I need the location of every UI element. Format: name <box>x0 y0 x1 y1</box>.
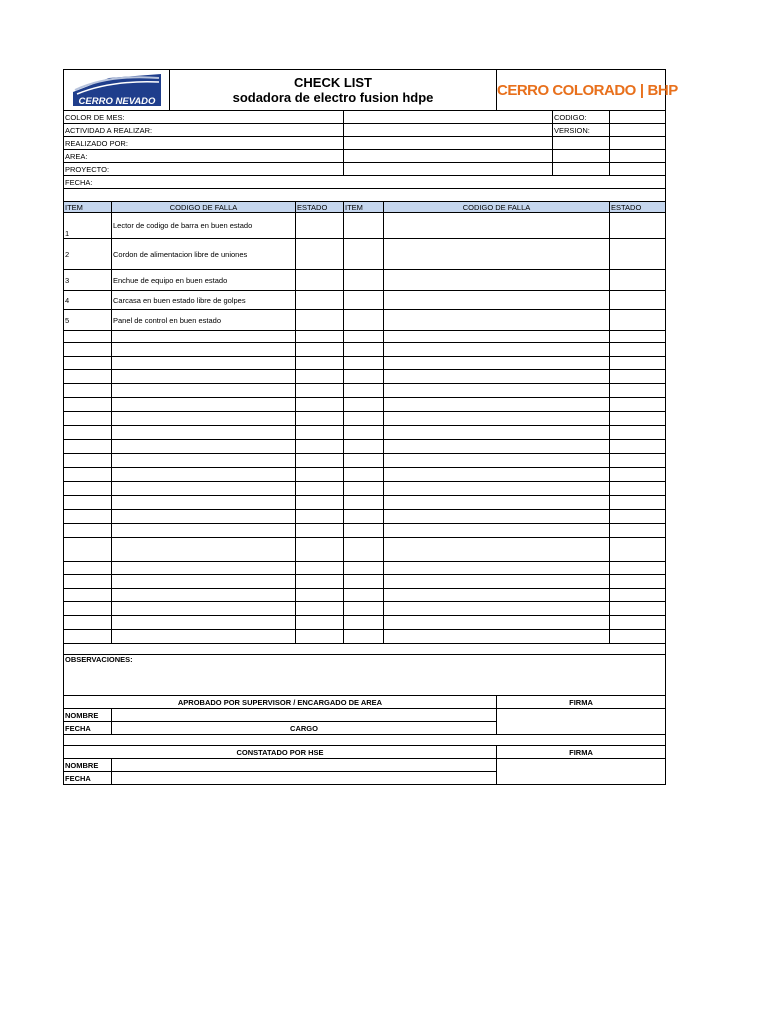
item-cell[interactable] <box>64 575 112 589</box>
table-row <box>64 575 666 589</box>
item-cell-2[interactable] <box>344 496 384 510</box>
spacer-row <box>64 644 666 655</box>
table-row <box>64 482 666 496</box>
blank-cell <box>553 137 610 150</box>
blank-cell <box>610 137 666 150</box>
item-cell[interactable] <box>64 630 112 644</box>
actividad-label: ACTIVIDAD A REALIZAR: <box>64 124 344 137</box>
item-cell-2[interactable] <box>344 468 384 482</box>
table-row <box>64 331 666 343</box>
codigo-cell[interactable] <box>112 602 296 616</box>
codigo-cell-2[interactable] <box>384 412 610 426</box>
col-codigo-header: CODIGO DE FALLA <box>112 202 296 213</box>
codigo-cell[interactable] <box>112 589 296 602</box>
table-row <box>64 343 666 357</box>
codigo-cell[interactable] <box>112 398 296 412</box>
estado-cell[interactable] <box>296 575 344 589</box>
item-cell-2[interactable] <box>344 310 384 331</box>
spacer-row <box>64 189 666 202</box>
estado-cell-2[interactable] <box>610 291 666 310</box>
codigo-cell[interactable] <box>112 616 296 630</box>
codigo-cell-2[interactable] <box>384 384 610 398</box>
item-cell[interactable] <box>64 440 112 454</box>
blank-cell <box>553 150 610 163</box>
estado-cell[interactable] <box>296 468 344 482</box>
estado-cell[interactable] <box>296 616 344 630</box>
estado-cell-2[interactable] <box>610 343 666 357</box>
codigo-cell[interactable] <box>112 630 296 644</box>
estado-cell-2[interactable] <box>610 426 666 440</box>
page-subtitle: sodadora de electro fusion hdpe <box>232 90 434 105</box>
estado-cell-2[interactable] <box>610 310 666 331</box>
estado-cell-2[interactable] <box>610 616 666 630</box>
codigo-cell-2[interactable] <box>384 602 610 616</box>
item-cell[interactable] <box>64 412 112 426</box>
estado-cell-2[interactable] <box>610 496 666 510</box>
estado-cell-2[interactable] <box>610 562 666 575</box>
hse-fecha-label: FECHA <box>64 772 112 785</box>
page-title: CHECK LIST <box>294 75 372 90</box>
item-cell[interactable] <box>64 602 112 616</box>
realizado-field[interactable] <box>344 137 553 150</box>
item-description: Panel de control en buen estado <box>112 310 296 331</box>
codigo-cell[interactable] <box>112 468 296 482</box>
item-cell-2[interactable] <box>344 426 384 440</box>
table-row <box>64 562 666 575</box>
estado-cell[interactable] <box>296 398 344 412</box>
item-cell-2[interactable] <box>344 213 384 239</box>
item-cell-2[interactable] <box>344 562 384 575</box>
codigo-cell[interactable] <box>112 440 296 454</box>
table-row <box>64 370 666 384</box>
item-description: Carcasa en buen estado libre de golpes <box>112 291 296 310</box>
item-cell-2[interactable] <box>344 398 384 412</box>
estado-cell[interactable] <box>296 384 344 398</box>
item-cell-2[interactable] <box>344 575 384 589</box>
codigo-cell-2[interactable] <box>384 310 610 331</box>
estado-cell-2[interactable] <box>610 270 666 291</box>
actividad-field[interactable] <box>344 124 553 137</box>
table-row <box>64 468 666 482</box>
codigo-cell-2[interactable] <box>384 398 610 412</box>
estado-cell[interactable] <box>296 496 344 510</box>
estado-cell-2[interactable] <box>610 384 666 398</box>
codigo-cell-2[interactable] <box>384 426 610 440</box>
observaciones-field[interactable]: OBSERVACIONES: <box>64 655 666 696</box>
item-cell-2[interactable] <box>344 343 384 357</box>
codigo-cell[interactable] <box>112 426 296 440</box>
table-row <box>64 426 666 440</box>
hse-nombre-field[interactable] <box>112 759 497 772</box>
estado-cell[interactable] <box>296 630 344 644</box>
estado-cell[interactable] <box>296 310 344 331</box>
item-cell[interactable] <box>64 616 112 630</box>
codigo-cell[interactable] <box>112 412 296 426</box>
codigo-cell-2[interactable] <box>384 239 610 270</box>
estado-cell-2[interactable] <box>610 468 666 482</box>
approval-nombre-field[interactable] <box>112 709 497 722</box>
proyecto-field[interactable] <box>344 163 553 176</box>
codigo-cell-2[interactable] <box>384 213 610 239</box>
item-cell-2[interactable] <box>344 357 384 370</box>
item-number: 2 <box>64 239 112 270</box>
codigo-cell-2[interactable] <box>384 440 610 454</box>
title-cell <box>170 70 497 111</box>
approval-firma-label: FIRMA <box>497 696 666 709</box>
estado-cell[interactable] <box>296 440 344 454</box>
item-cell[interactable] <box>64 538 112 562</box>
codigo-cell-2[interactable] <box>384 510 610 524</box>
item-cell[interactable] <box>64 524 112 538</box>
item-cell[interactable] <box>64 370 112 384</box>
item-cell[interactable] <box>64 343 112 357</box>
estado-cell-2[interactable] <box>610 213 666 239</box>
estado-cell-2[interactable] <box>610 357 666 370</box>
codigo-cell-2[interactable] <box>384 538 610 562</box>
item-cell[interactable] <box>64 454 112 468</box>
estado-cell[interactable] <box>296 343 344 357</box>
table-row <box>64 440 666 454</box>
area-label: AREA: <box>64 150 344 163</box>
item-cell[interactable] <box>64 426 112 440</box>
blank-cell <box>610 163 666 176</box>
estado-cell-2[interactable] <box>610 575 666 589</box>
item-cell[interactable] <box>64 510 112 524</box>
item-number: 3 <box>64 270 112 291</box>
estado-cell[interactable] <box>296 426 344 440</box>
table-row <box>64 538 666 562</box>
hse-firma-field[interactable] <box>497 759 666 785</box>
codigo-field[interactable] <box>610 111 666 124</box>
estado-cell-2[interactable] <box>610 239 666 270</box>
codigo-cell[interactable] <box>112 524 296 538</box>
codigo-cell[interactable] <box>112 496 296 510</box>
codigo-cell[interactable] <box>112 357 296 370</box>
table-row <box>64 454 666 468</box>
checklist-table <box>63 69 678 785</box>
codigo-cell-2[interactable] <box>384 270 610 291</box>
codigo-label: CODIGO: <box>553 111 610 124</box>
fecha-field[interactable]: FECHA: <box>64 176 666 189</box>
estado-cell-2[interactable] <box>610 482 666 496</box>
item-cell[interactable] <box>64 562 112 575</box>
approval-fecha-label: FECHA <box>64 722 112 735</box>
checklist-sheet <box>63 69 678 785</box>
estado-cell[interactable] <box>296 357 344 370</box>
codigo-cell[interactable] <box>112 575 296 589</box>
color-mes-field[interactable] <box>344 111 553 124</box>
item-number: 4 <box>64 291 112 310</box>
version-label: VERSION: <box>553 124 610 137</box>
estado-cell[interactable] <box>296 239 344 270</box>
item-number: 5 <box>64 310 112 331</box>
codigo-cell-2[interactable] <box>384 482 610 496</box>
item-cell-2[interactable] <box>344 602 384 616</box>
item-cell-2[interactable] <box>344 630 384 644</box>
table-row <box>64 357 666 370</box>
codigo-cell[interactable] <box>112 370 296 384</box>
codigo-cell-2[interactable] <box>384 630 610 644</box>
col-item-header: ITEM <box>64 202 112 213</box>
codigo-cell-2[interactable] <box>384 468 610 482</box>
codigo-cell-2[interactable] <box>384 575 610 589</box>
table-row <box>64 510 666 524</box>
item-cell-2[interactable] <box>344 454 384 468</box>
table-row <box>64 616 666 630</box>
hse-firma-label: FIRMA <box>497 746 666 759</box>
cerro-nevado-logo <box>69 70 165 108</box>
version-field[interactable] <box>610 124 666 137</box>
cerro-nevado-logo-cell <box>64 70 170 111</box>
codigo-cell[interactable] <box>112 384 296 398</box>
approval-nombre-label: NOMBRE <box>64 709 112 722</box>
blank-cell <box>553 163 610 176</box>
item-cell-2[interactable] <box>344 524 384 538</box>
codigo-cell-2[interactable] <box>384 291 610 310</box>
item-cell-2[interactable] <box>344 412 384 426</box>
item-cell-2[interactable] <box>344 384 384 398</box>
estado-cell[interactable] <box>296 291 344 310</box>
codigo-cell-2[interactable] <box>384 331 610 343</box>
item-description: Enchue de equipo en buen estado <box>112 270 296 291</box>
estado-cell-2[interactable] <box>610 589 666 602</box>
item-cell-2[interactable] <box>344 331 384 343</box>
item-cell-2[interactable] <box>344 270 384 291</box>
estado-cell-2[interactable] <box>610 331 666 343</box>
approval-cargo-label[interactable]: CARGO <box>112 722 497 735</box>
proyecto-label: PROYECTO: <box>64 163 344 176</box>
col-item-header-2: ITEM <box>344 202 384 213</box>
estado-cell[interactable] <box>296 270 344 291</box>
table-row <box>64 398 666 412</box>
svg-text:CERRO NEVADO: CERRO NEVADO <box>78 96 155 107</box>
area-field[interactable] <box>344 150 553 163</box>
estado-cell-2[interactable] <box>610 370 666 384</box>
codigo-cell-2[interactable] <box>384 370 610 384</box>
table-row <box>64 602 666 616</box>
estado-cell-2[interactable] <box>610 602 666 616</box>
color-mes-label: COLOR DE MES: <box>64 111 344 124</box>
realizado-label: REALIZADO POR: <box>64 137 344 150</box>
codigo-cell[interactable] <box>112 538 296 562</box>
spacer-row <box>64 735 666 746</box>
codigo-cell[interactable] <box>112 482 296 496</box>
codigo-cell[interactable] <box>112 454 296 468</box>
item-cell[interactable] <box>64 496 112 510</box>
estado-cell[interactable] <box>296 602 344 616</box>
col-estado-header-2: ESTADO <box>610 202 666 213</box>
estado-cell-2[interactable] <box>610 538 666 562</box>
item-cell[interactable] <box>64 589 112 602</box>
item-cell-2[interactable] <box>344 589 384 602</box>
estado-cell-2[interactable] <box>610 524 666 538</box>
item-cell-2[interactable] <box>344 370 384 384</box>
item-cell[interactable] <box>64 384 112 398</box>
codigo-cell[interactable] <box>112 510 296 524</box>
hse-title: CONSTATADO POR HSE <box>64 746 497 759</box>
codigo-cell-2[interactable] <box>384 357 610 370</box>
estado-cell[interactable] <box>296 589 344 602</box>
item-cell-2[interactable] <box>344 538 384 562</box>
estado-cell[interactable] <box>296 331 344 343</box>
estado-cell[interactable] <box>296 562 344 575</box>
estado-cell-2[interactable] <box>610 440 666 454</box>
codigo-cell-2[interactable] <box>384 562 610 575</box>
table-row <box>64 412 666 426</box>
approval-title: APROBADO POR SUPERVISOR / ENCARGADO DE AREA <box>64 696 497 709</box>
codigo-cell-2[interactable] <box>384 343 610 357</box>
hse-fecha-field[interactable] <box>112 772 497 785</box>
item-cell[interactable] <box>64 331 112 343</box>
estado-cell-2[interactable] <box>610 454 666 468</box>
hse-nombre-label: NOMBRE <box>64 759 112 772</box>
estado-cell[interactable] <box>296 370 344 384</box>
codigo-cell[interactable] <box>112 343 296 357</box>
estado-cell-2[interactable] <box>610 398 666 412</box>
table-row <box>64 384 666 398</box>
estado-cell[interactable] <box>296 412 344 426</box>
blank-cell <box>610 150 666 163</box>
item-cell[interactable] <box>64 357 112 370</box>
table-row <box>64 524 666 538</box>
codigo-cell-2[interactable] <box>384 524 610 538</box>
table-row <box>64 630 666 644</box>
item-cell[interactable] <box>64 398 112 412</box>
table-row <box>64 589 666 602</box>
item-cell-2[interactable] <box>344 239 384 270</box>
item-description: Cordon de alimentacion libre de uniones <box>112 239 296 270</box>
item-cell[interactable] <box>64 482 112 496</box>
table-row <box>64 496 666 510</box>
estado-cell[interactable] <box>296 524 344 538</box>
codigo-cell[interactable] <box>112 562 296 575</box>
codigo-cell-2[interactable] <box>384 616 610 630</box>
cerro-colorado-logo-cell <box>497 70 678 111</box>
estado-cell-2[interactable] <box>610 412 666 426</box>
estado-cell[interactable] <box>296 538 344 562</box>
estado-cell-2[interactable] <box>610 510 666 524</box>
codigo-cell-2[interactable] <box>384 496 610 510</box>
item-cell-2[interactable] <box>344 291 384 310</box>
item-description: Lector de codigo de barra en buen estado <box>112 213 296 239</box>
codigo-cell[interactable] <box>112 331 296 343</box>
item-number: 1 <box>64 213 112 239</box>
estado-cell[interactable] <box>296 510 344 524</box>
item-cell[interactable] <box>64 468 112 482</box>
approval-firma-field[interactable] <box>497 709 666 735</box>
item-cell-2[interactable] <box>344 440 384 454</box>
estado-cell-2[interactable] <box>610 630 666 644</box>
cerro-colorado-bhp-logo: CERRO COLORADO | BHP <box>497 81 678 99</box>
estado-cell[interactable] <box>296 213 344 239</box>
item-cell-2[interactable] <box>344 482 384 496</box>
item-cell-2[interactable] <box>344 510 384 524</box>
codigo-cell-2[interactable] <box>384 589 610 602</box>
col-codigo-header-2: CODIGO DE FALLA <box>384 202 610 213</box>
codigo-cell-2[interactable] <box>384 454 610 468</box>
col-estado-header: ESTADO <box>296 202 344 213</box>
estado-cell[interactable] <box>296 454 344 468</box>
item-cell-2[interactable] <box>344 616 384 630</box>
estado-cell[interactable] <box>296 482 344 496</box>
empty-rows <box>64 331 666 644</box>
